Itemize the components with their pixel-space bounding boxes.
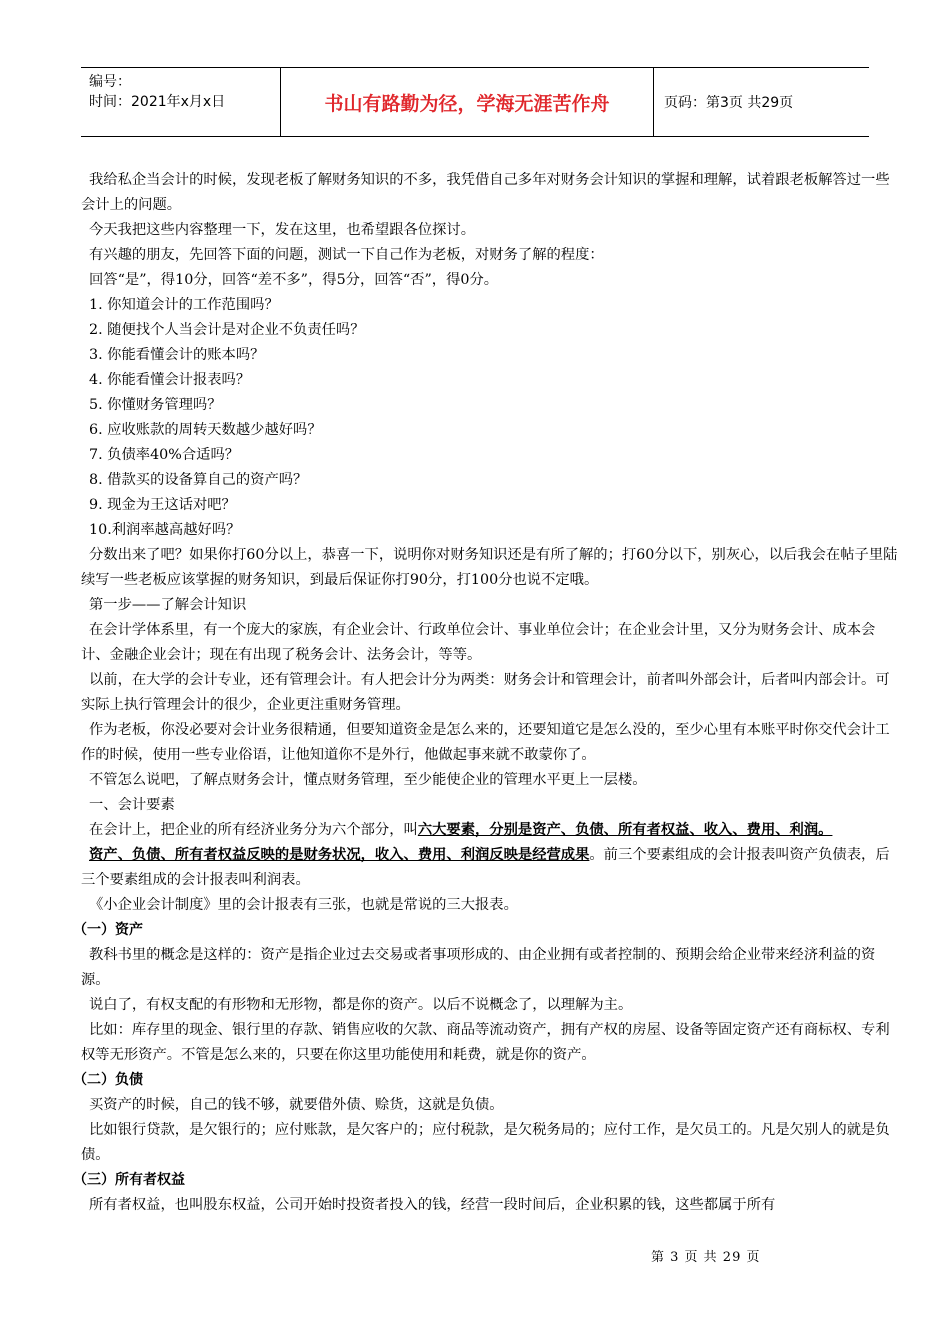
section-heading: 一、会计要素 xyxy=(89,797,175,813)
quiz-question: 3. 你能看懂会计的账本吗？ xyxy=(89,347,265,363)
paragraph: 买资产的时候，自己的钱不够，就要借外债、赊货，这就是负债。 xyxy=(89,1097,504,1113)
page-header-table xyxy=(81,67,869,137)
paragraph: 有兴趣的朋友，先回答下面的问题，测试一下自己作为老板，对财务了解的程度： xyxy=(89,247,604,263)
paragraph: 今天我把这些内容整理一下，发在这里，也希望跟各位探讨。 xyxy=(89,222,476,238)
paragraph: 比如银行贷款，是欠银行的；应付账款，是欠客户的；应付税款，是欠税务局的；应付工作，是欠员工的。凡是欠别人的就是负债。 xyxy=(81,1122,890,1163)
section-heading: （三）所有者权益 xyxy=(73,1172,185,1188)
paragraph: 我给私企当会计的时候，发现老板了解财务知识的不多，我凭借自己多年对财务会计知识的掌握和理解，试着跟老板解答过一些会计上的问题。 xyxy=(81,172,890,213)
page-footer: 第 3 页 共 29 页 xyxy=(651,1250,761,1265)
paragraph: 说白了，有权支配的有形物和无形物，都是你的资产。以后不说概念了，以理解为主。 xyxy=(89,997,633,1013)
section-heading: （一）资产 xyxy=(73,922,143,938)
reflect-rest: 。前三个要素组成的会计报表叫资产负债表，后三个要素组成的会计报表叫利润表。 xyxy=(81,847,890,888)
paragraph: 在会计学体系里，有一个庞大的家族，有企业会计、行政单位会计、事业单位会计；在企业会计里，又分为财务会计、成本会计、金融企业会计；现在有出现了税务会计、法务会计，等等。 xyxy=(81,622,876,663)
doc-time-label: 时间：2021年x月x日 xyxy=(89,94,226,110)
paragraph: 不管怎么说吧，了解点财务会计，懂点财务管理，至少能使企业的管理水平更上一层楼。 xyxy=(89,772,647,788)
paragraph: 第一步——了解会计知识 xyxy=(89,597,247,613)
paragraph: 教科书里的概念是这样的：资产是指企业过去交易或者事项形成的、由企业拥有或者控制的、预期会给企业带来经济利益的资源。 xyxy=(81,947,876,988)
paragraph xyxy=(81,818,899,843)
paragraph: 《小企业会计制度》里的会计报表有三张，也就是常说的三大报表。 xyxy=(89,897,518,913)
paragraph: 比如：库存里的现金、银行里的存款、销售应收的欠款、商品等流动资产，拥有产权的房屋、设备等固定资产还有商标权、专利权等无形资产。不管是怎么来的，只要在你这里功能使用和耗费，就是你的资产。 xyxy=(81,1022,890,1063)
paragraph: 分数出来了吧？如果你打60分以上，恭喜一下，说明你对财务知识还是有所了解的；打60分以下，别灰心，以后我会在帖子里陆续写一些老板应该掌握的财务知识，到最后保证你打90分，打100分也说不定哦。 xyxy=(81,547,898,588)
quiz-question: 4. 你能看懂会计报表吗？ xyxy=(89,372,251,388)
section-heading: （二）负债 xyxy=(73,1072,143,1088)
quiz-question: 2. 随便找个人当会计是对企业不负责任吗？ xyxy=(89,322,365,338)
paragraph: 以前，在大学的会计专业，还有管理会计。有人把会计分为两类：财务会计和管理会计，前者叫外部会计，后者叫内部会计。可实际上执行管理会计的很少，企业更注重财务管理。 xyxy=(81,672,890,713)
quiz-question: 7. 负债率40%合适吗？ xyxy=(89,447,240,463)
reflect-emphasis: 资产、负债、所有者权益反映的是财务状况，收入、费用、利润反映是经营成果 xyxy=(89,847,590,863)
paragraph: 回答“是”，得10分，回答“差不多”，得5分，回答“否”，得0分。 xyxy=(89,272,499,288)
quiz-question: 8. 借款买的设备算自己的资产吗？ xyxy=(89,472,308,488)
paragraph xyxy=(81,843,899,893)
header-motto: 书山有路勤为径，学海无涯苦作舟 xyxy=(281,68,654,136)
paragraph: 作为老板，你没必要对会计业务很精通，但要知道资金是怎么来的，还要知道它是怎么没的，至少心里有本账平时你交代会计工作的时候，使用一些专业俗语，让他知道你不是外行，他做起事来就不敢蒙你了。 xyxy=(81,722,890,763)
paragraph: 所有者权益，也叫股东权益，公司开始时投资者投入的钱，经营一段时间后，企业积累的钱，这些都属于所有 xyxy=(89,1197,776,1213)
header-meta-cell xyxy=(81,68,281,136)
elements-emphasis: 六大要素，分别是资产、负债、所有者权益、收入、费用、利润。 xyxy=(417,822,833,838)
document-body xyxy=(73,168,899,1218)
quiz-question: 6. 应收账款的周转天数越少越好吗？ xyxy=(89,422,322,438)
quiz-question: 5. 你懂财务管理吗？ xyxy=(89,397,222,413)
doc-number-label: 编号： xyxy=(89,74,131,90)
quiz-question: 9. 现金为王这话对吧？ xyxy=(89,497,236,513)
quiz-question: 1. 你知道会计的工作范围吗？ xyxy=(89,297,279,313)
quiz-question: 10.利润率越高越好吗？ xyxy=(89,522,241,538)
header-page-label: 页码：第3页 共29页 xyxy=(664,95,794,111)
elements-intro: 在会计上，把企业的所有经济业务分为六个部分，叫 xyxy=(89,822,418,838)
